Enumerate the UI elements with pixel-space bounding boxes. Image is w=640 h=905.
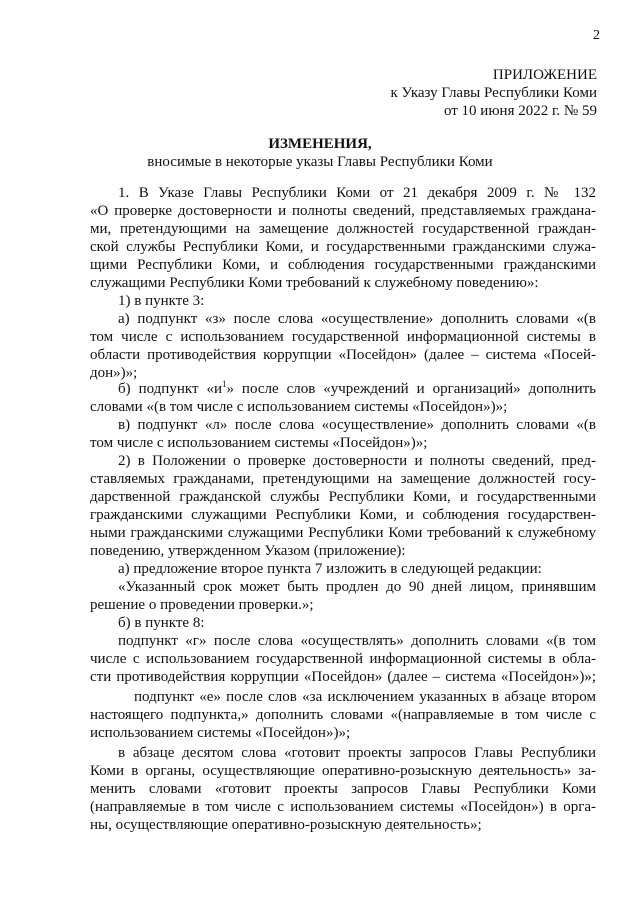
body-line: 1. В Указе Главы Республики Коми от 21 декабря 2009 г. № 132	[118, 185, 596, 201]
heading-title: ИЗМЕНЕНИЯ,	[268, 136, 372, 152]
body-line: (направляемые в том числе с использованием системы «Посейдон») в орга-	[90, 799, 596, 815]
body-line: в) подпункт «л» после слова «осуществление» дополнить словами «(в	[118, 417, 596, 433]
body-line: в абзаце десятом слова «готовит проекты запросов Главы Республики	[118, 745, 596, 761]
body-line: а) подпункт «з» после слова «осуществление» дополнить словами «(в	[118, 311, 596, 327]
body-line: менить словами «готовит проекты запросов Главы Республики Коми	[90, 781, 596, 797]
body-line: гражданскими служащими Республики Коми, и соблюдения государствен-	[90, 507, 596, 523]
body-line: числе с использованием государственной информационной системы в обла-	[90, 651, 596, 667]
body-line: ставляемых гражданами, претендующими на замещение должностей госу-	[90, 471, 596, 487]
body-line: ными гражданскими служащими Республики Коми требований к служебному	[90, 525, 596, 541]
superscript-one: 1	[221, 380, 227, 389]
body-line: подпункт «г» после слова «осуществлять» дополнить словами «(в том	[118, 633, 596, 649]
body-line: сти противодействия коррупции «Посейдон» (далее – система «Посейдон»)»;	[90, 669, 596, 685]
body-line: том числе с использованием системы «Посейдон»)»;	[90, 435, 428, 451]
body-line: использованием системы «Посейдон»)»;	[90, 725, 351, 741]
body-line: Коми в органы, осуществляющие оперативно-розыскную деятельность» за-	[90, 763, 596, 779]
heading-subtitle: вносимые в некоторые указы Главы Республики Коми	[147, 154, 493, 170]
body-line: служащими Республики Коми требований к служебному поведению»:	[90, 275, 539, 291]
appendix-line2: от 10 июня 2022 г. № 59	[443, 103, 597, 119]
body-line: 1) в пункте 3:	[118, 293, 205, 309]
appendix-title: ПРИЛОЖЕНИЕ	[492, 67, 597, 83]
body-line: настоящего подпункта,» дополнить словами «(направляемые в том числе с	[90, 707, 596, 723]
body-line: ской службы Республики Коми, и государственными гражданскими служа-	[90, 239, 596, 255]
body-line: б) в пункте 8:	[118, 615, 205, 631]
body-line: дарственной гражданской службы Республики Коми, и государственными	[90, 489, 596, 505]
body-line: поведению, утвержденном Указом (приложение):	[90, 543, 406, 559]
body-line	[118, 380, 596, 398]
body-line: дон»)»;	[90, 365, 138, 381]
appendix-line1: к Указу Главы Республики Коми	[390, 85, 597, 101]
body-line: «Указанный срок может быть продлен до 90 дней лицом, принявшим	[118, 579, 596, 595]
body-line: ны, осуществляющие оперативно-розыскную деятельность»;	[90, 817, 482, 833]
body-line: словами «(в том числе с использованием системы «Посейдон»)»;	[90, 399, 508, 415]
body-line: щими Республики Коми, и соблюдения государственными гражданскими	[90, 257, 596, 273]
body-line-part: б) подпункт «и	[118, 381, 222, 397]
page-number: 2	[593, 28, 600, 43]
body-line: а) предложение второе пункта 7 изложить в следующей редакции:	[118, 561, 542, 577]
body-line: ми, претендующими на замещение должностей государственной граждан-	[90, 221, 596, 237]
body-line: области противодействия коррупции «Посейдон» (далее – система «Посей-	[90, 347, 596, 363]
body-line: решение о проведении проверки.»;	[90, 597, 314, 613]
body-line: 2) в Положении о проверке достоверности и полноты сведений, пред-	[118, 453, 596, 469]
body-line: «О проверке достоверности и полноты сведений, представляемых граждана-	[90, 203, 596, 219]
body-line: том числе с использованием государственной информационной системы в	[90, 329, 596, 345]
body-line: подпункт «е» после слов «за исключением указанных в абзаце втором	[134, 689, 596, 705]
body-line-part: » после слов «учреждений и организаций» дополнить	[226, 381, 596, 397]
